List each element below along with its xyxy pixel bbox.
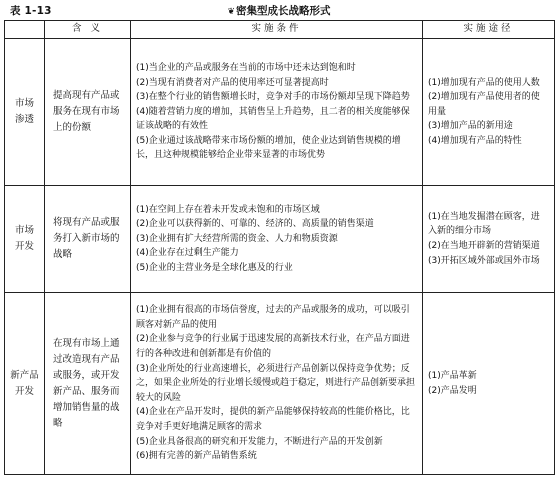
ways-cell (423, 186, 555, 293)
table-row (5, 39, 555, 186)
way-item: (3)开拓区域外部或国外市场 (428, 255, 540, 266)
strategy-name-line: 新产品 (10, 369, 39, 381)
strategy-table (4, 20, 555, 475)
condition-item: (5)企业的主营业务是全球化惠及的行业 (136, 262, 293, 273)
header-cell-blank (5, 21, 45, 39)
strategy-name-line: 开发 (14, 241, 34, 252)
header-cell-conditions: 实施条件 (131, 21, 423, 39)
way-item: (4)增加现有产品的特性 (428, 135, 522, 146)
header-row (5, 21, 555, 39)
strategy-name-line: 渗透 (14, 114, 34, 125)
way-item: (1)产品革新 (428, 370, 477, 381)
strategy-cell (5, 293, 45, 475)
meaning-cell: 在现有市场上通过改造现有产品或服务，或开发新产品、服务而增加销售量的战略 (45, 293, 131, 475)
condition-item: (1)企业拥有很高的市场信誉度，过去的产品或服务的成功，可以吸引顾客对新产品的使用 (136, 305, 410, 330)
condition-item: (3)企业所处的行业高速增长，必须进行产品创新以保持竞争优势；反之，如果企业所处的行业增长缓慢或趋于稳定，则进行产品创新要承担较大的风险 (136, 363, 416, 403)
condition-item: (2)企业参与竞争的行业属于迅速发展的高新技术行业，在产品方面进行的各种改进和创新都是有价值的 (136, 334, 410, 360)
condition-item: (6)拥有完善的新产品销售系统 (136, 451, 257, 462)
table-title (4, 3, 554, 18)
strategy-name-line: 市场 (14, 225, 34, 236)
way-item: (1)在当地发掘潜在顾客，进入新的细分市场 (428, 211, 540, 237)
way-item: (2)在当地开辟新的营销渠道 (428, 241, 540, 251)
ways-cell (423, 293, 555, 475)
way-item: (1)增加现有产品的使用人数 (428, 77, 540, 88)
condition-item: (5)企业通过该战略带来市场份额的增加，使企业达到销售规模的增长，且这种规模能够给企业带来显著的市场优势 (136, 135, 401, 161)
conditions-cell (131, 186, 423, 293)
condition-item: (5)企业具备很高的研究和开发能力，不断进行产品的开发创新 (136, 436, 383, 447)
title-ornament-icon: ❦ (227, 7, 236, 17)
strategy-cell (5, 186, 45, 293)
table-header (4, 0, 554, 20)
way-item: (2)增加现有产品使用者的使用量 (428, 92, 540, 117)
strategy-cell (5, 39, 45, 186)
way-item: (3)增加产品的新用途 (428, 121, 513, 132)
condition-item: (4)企业存在过剩生产能力 (136, 248, 239, 259)
header-cell-ways: 实施途径 (423, 21, 555, 39)
title-text: 密集型成长战略形式 (236, 5, 331, 17)
condition-item: (1)当企业的产品或服务在当前的市场中还未达到饱和时 (136, 62, 356, 73)
meaning-cell: 将现有产品或服务打入新市场的战略 (45, 186, 131, 293)
strategy-name-line: 开发 (14, 385, 34, 397)
condition-item: (4)随着营销力度的增加，其销售呈上升趋势，且二者的相关度能够保证该战略的有效性 (136, 106, 410, 132)
table-label: 表 1-13 (10, 5, 52, 17)
table-row (5, 186, 555, 293)
meaning-cell: 提高现有产品或服务在现有市场上的份额 (45, 39, 131, 186)
condition-item: (3)企业拥有扩大经营所需的资金、人力和物质资源 (136, 233, 338, 244)
ways-cell (423, 39, 555, 186)
strategy-name-line: 市场 (14, 98, 34, 109)
condition-item: (4)企业在产品开发时，提供的新产品能够保持较高的性能价格比，比竞争对手更好地满足顾客的需求 (136, 407, 410, 432)
condition-item: (1)在空间上存在着未开发或未饱和的市场区域 (136, 204, 320, 215)
conditions-cell (131, 39, 423, 186)
way-item: (2)产品发明 (428, 385, 477, 396)
condition-item: (2)企业可以获得新的、可靠的、经济的、高质量的销售渠道 (136, 219, 374, 230)
table-row (5, 293, 555, 475)
header-cell-meaning: 含 义 (45, 21, 131, 39)
condition-item: (2)当现有消费者对产品的使用率还可显著提高时 (136, 77, 329, 88)
condition-item: (3)在整个行业的销售额增长时，竞争对手的市场份额却呈现下降趋势 (136, 92, 410, 103)
conditions-cell (131, 293, 423, 475)
